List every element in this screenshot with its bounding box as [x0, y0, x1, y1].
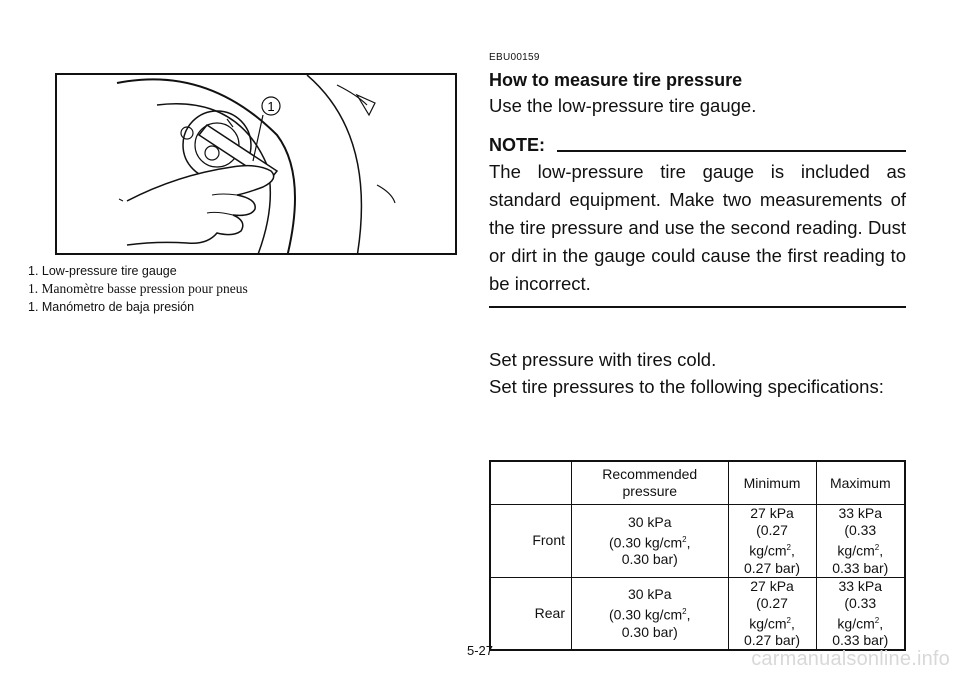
pressure-bar: 0.30 bar): [621, 551, 678, 568]
pressure-kg-value: (0.33 kg/cm: [837, 522, 877, 559]
pressure-cell: [572, 505, 729, 578]
table-header-maximum: Maximum: [816, 461, 905, 505]
pressure-kg-comma: ,: [879, 542, 884, 559]
pressure-kpa: 27 kPa: [750, 505, 794, 521]
pressure-cell: [816, 577, 905, 650]
pressure-kpa: 30 kPa: [627, 586, 672, 603]
note-body: The low-pressure tire gauge is included as standard equipment. Make two measurements of the tire pressure and use the second reading. Dust or dirt in the gauge could cause the first reading to be incorrect.: [489, 161, 906, 294]
pressure-cell: [728, 577, 816, 650]
pressure-kg-exponent: 2: [682, 607, 687, 617]
pressure-cell: [816, 505, 905, 578]
section-heading: How to measure tire pressure: [489, 70, 743, 90]
pressure-kg-comma: ,: [686, 534, 691, 551]
pressure-bar: 0.30 bar): [621, 623, 678, 640]
pressure-kgcm2: [576, 531, 724, 552]
caption-french: 1. Manomètre basse pression pour pneus: [28, 281, 248, 296]
pressure-kgcm2: [821, 522, 900, 560]
tire-gauge-illustration: [55, 73, 457, 255]
pressure-kpa: 30 kPa: [627, 513, 672, 530]
pressure-kg-exponent: 2: [874, 615, 880, 625]
illustration-drawing: [57, 75, 457, 255]
table-header-recommended: Recommended pressure: [572, 461, 729, 505]
pressure-kg-comma: ,: [686, 606, 691, 623]
pressure-kg-exponent: 2: [682, 534, 687, 544]
cold-pressure-text: Set pressure with tires cold.: [489, 349, 717, 370]
pressure-kgcm2: [576, 603, 724, 624]
pressure-bar: 0.27 bar): [744, 632, 801, 649]
pressure-kg-value: (0.30 kg/cm: [609, 606, 683, 623]
table-header-empty: [490, 461, 572, 505]
pressure-cell: [572, 577, 729, 650]
intro-text: Use the low-pressure tire gauge.: [489, 95, 757, 116]
note-header: [489, 135, 906, 156]
pressure-kg-comma: ,: [790, 615, 795, 632]
pressure-kg-value: (0.27 kg/cm: [749, 594, 788, 632]
note-end-rule: [489, 306, 906, 308]
pressure-kpa: 33 kPa: [838, 577, 883, 594]
caption-english: 1. Low-pressure tire gauge: [28, 264, 177, 278]
page-number: 5-27: [466, 643, 494, 658]
row-label: Front: [490, 505, 572, 578]
pressure-kgcm2: [733, 522, 812, 560]
note-label: NOTE:: [489, 135, 545, 155]
figure-captions: [28, 262, 248, 316]
pressure-kg-value: (0.33 kg/cm: [837, 594, 877, 632]
pressure-bar: 0.33 bar): [832, 559, 889, 576]
pressure-kpa: 33 kPa: [838, 505, 883, 521]
pressure-kg-exponent: 2: [786, 615, 791, 625]
table-header-row: [490, 461, 905, 505]
pressure-kg-value: (0.27 kg/cm: [749, 522, 788, 559]
pressure-kpa: 27 kPa: [750, 577, 794, 594]
instructions-column: [489, 52, 906, 400]
pressure-kg-exponent: 2: [786, 543, 791, 552]
pressure-bar: 0.27 bar): [744, 559, 801, 576]
pressure-kgcm2: [733, 595, 812, 633]
tire-pressure-table: [489, 460, 906, 651]
pressure-cell: [728, 505, 816, 578]
pressure-bar: 0.33 bar): [832, 632, 889, 649]
caption-spanish: 1. Manómetro de baja presión: [28, 300, 195, 314]
table-header-minimum: Minimum: [728, 461, 816, 505]
watermark: carmanualsonline.info: [751, 648, 950, 670]
specifications-text: Set tire pressures to the following specifications:: [489, 376, 884, 397]
pressure-kg-exponent: 2: [874, 543, 880, 552]
pressure-kgcm2: [821, 595, 900, 633]
figure-callout-number: 1: [267, 99, 275, 114]
pressure-kg-comma: ,: [879, 615, 884, 632]
note-rule: [557, 150, 906, 152]
table-row: [490, 505, 905, 578]
row-label: Rear: [490, 577, 572, 650]
table-row: [490, 577, 905, 650]
pressure-kg-comma: ,: [790, 542, 795, 559]
pressure-kg-value: (0.30 kg/cm: [609, 534, 683, 551]
section-code: EBU00159: [489, 52, 540, 63]
